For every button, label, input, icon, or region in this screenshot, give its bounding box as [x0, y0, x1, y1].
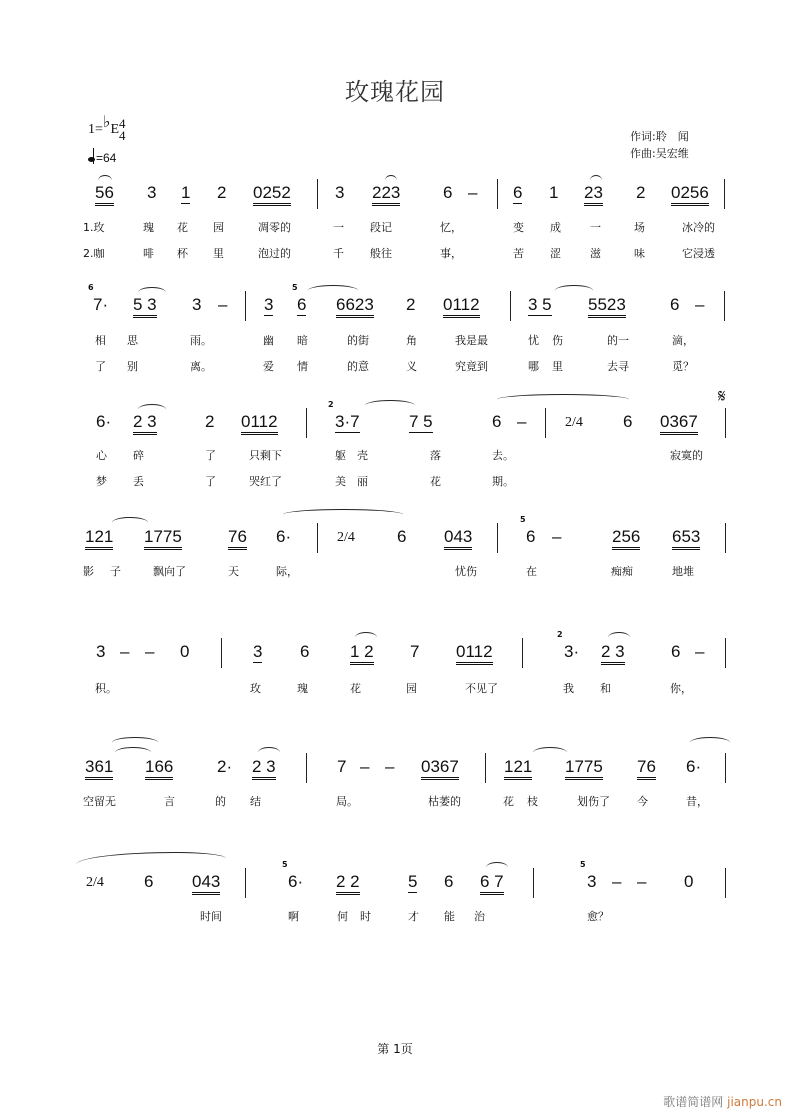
lyric: 不见了: [465, 682, 498, 695]
lyric: 2.咖: [83, 247, 105, 260]
lyric: 丽: [357, 475, 368, 488]
tie-arc: [76, 852, 226, 871]
lyric: 千: [333, 247, 344, 260]
lyric: 伤: [552, 334, 563, 347]
watermark-cn: 歌谱简谱网: [663, 1095, 728, 1109]
note: 0367: [660, 412, 698, 435]
note: 043: [444, 527, 472, 550]
lyric: 和: [600, 682, 611, 695]
lyric: 的一: [607, 334, 629, 347]
barline: [533, 868, 534, 898]
note-stem: [93, 148, 94, 164]
note: 1: [549, 183, 559, 202]
barline: [497, 179, 498, 209]
dash: –: [120, 642, 130, 661]
lyric: 幽: [263, 334, 274, 347]
lyric: 情: [297, 360, 308, 373]
note: 5523: [588, 295, 626, 318]
note: 76: [228, 527, 247, 550]
note: 2 2: [336, 872, 360, 895]
note: 6: [300, 642, 310, 661]
tie-arc: [283, 509, 403, 520]
lyric: 滴，: [672, 334, 694, 347]
lyric: 去寻: [607, 360, 629, 373]
credits: [630, 128, 689, 162]
lyric: 里: [213, 247, 224, 260]
note: 653: [672, 527, 700, 550]
grace-note: 5: [580, 860, 586, 869]
lyric: 的意: [347, 360, 369, 373]
lyric: 凋零的: [258, 221, 291, 234]
watermark: [663, 1093, 782, 1110]
flat-icon: ♭: [102, 114, 111, 132]
lyric: 味: [634, 247, 645, 260]
grace-note: 6: [88, 283, 94, 292]
lyric: 园: [406, 682, 417, 695]
note: 256: [612, 527, 640, 550]
lyric: 寂寞的: [670, 449, 703, 462]
lyric: 园: [213, 221, 224, 234]
lyric: 涩: [550, 247, 561, 260]
barline: [306, 753, 307, 783]
barline: [725, 753, 726, 783]
lyric: 瑰: [143, 221, 154, 234]
dash: –: [695, 642, 705, 661]
note: 6: [397, 527, 407, 546]
lyric: 滋: [590, 247, 601, 260]
grace-note: 5: [282, 860, 288, 869]
lyric: 际，: [276, 565, 298, 578]
lyric: 今: [637, 795, 648, 808]
slur-arc: [112, 517, 148, 528]
time-top: 4: [119, 116, 126, 131]
lyric: 期。: [492, 475, 514, 488]
note: 1775: [144, 527, 182, 550]
note: 0112: [241, 412, 278, 435]
note: 7: [337, 757, 347, 776]
lyric: 丢: [133, 475, 144, 488]
note: 0256: [671, 183, 709, 206]
lyric: 泡过的: [258, 247, 291, 260]
lyric: 天: [228, 565, 239, 578]
note: 3: [147, 183, 157, 202]
lyric: 了: [205, 449, 216, 462]
lyric: 美: [335, 475, 346, 488]
note: 6·: [276, 527, 292, 546]
segno-icon: 𝄋: [718, 386, 726, 407]
lyric: 心: [96, 449, 107, 462]
barline: [725, 408, 726, 438]
note: 1 2: [350, 642, 374, 665]
lyric: 它浸透: [682, 247, 715, 260]
lyric: 思: [127, 334, 138, 347]
lyric: 苦: [513, 247, 524, 260]
lyric: 碎: [133, 449, 144, 462]
lyric: 了: [205, 475, 216, 488]
barline: [725, 638, 726, 668]
note: 76: [637, 757, 656, 780]
note: 1775: [565, 757, 603, 780]
note: 2: [406, 295, 416, 314]
lyric: 义: [406, 360, 417, 373]
lyric: 瑰: [297, 682, 308, 695]
lyric: 场: [634, 221, 645, 234]
lyric: 言: [164, 795, 175, 808]
rest: 0: [684, 872, 694, 891]
note: 0252: [253, 183, 291, 206]
note: 3 5: [528, 295, 552, 314]
lyric: 我是最: [455, 334, 488, 347]
lyric: 壳: [357, 449, 368, 462]
lyric: 相: [95, 334, 106, 347]
lyric: 能: [444, 910, 455, 923]
lyric: 你，: [670, 682, 692, 695]
lyric: 花: [430, 475, 441, 488]
lyric: 角: [406, 334, 417, 347]
barline: [245, 868, 246, 898]
key-note: E: [110, 122, 120, 138]
note: 166: [145, 757, 173, 780]
note: 6·: [686, 757, 702, 776]
lyric: 雨。: [190, 334, 212, 347]
lyric: 躯: [335, 449, 346, 462]
note: 0112: [443, 295, 480, 318]
grace-note: 5: [292, 283, 298, 292]
note: 6: [492, 412, 502, 431]
dash: –: [360, 757, 370, 776]
note: 2: [205, 412, 215, 431]
note: 361: [85, 757, 113, 780]
lyric: 般往: [370, 247, 392, 260]
lyric: 忆，: [440, 221, 462, 234]
time-change: 2/4: [337, 530, 355, 545]
lyric: 哭红了: [249, 475, 282, 488]
composer: 作曲:吴宏维: [630, 147, 689, 160]
barline: [724, 291, 725, 321]
note: 121: [85, 527, 113, 550]
note: 6: [623, 412, 633, 431]
lyric: 时间: [200, 910, 222, 923]
dash: –: [517, 412, 527, 431]
rest: 0: [180, 642, 190, 661]
time-change: 2/4: [565, 415, 583, 430]
lyric: 别: [127, 360, 138, 373]
dash: –: [218, 295, 228, 314]
lyric: 玫: [250, 682, 261, 695]
slur-arc: [533, 747, 567, 758]
page-number: 第 1页: [377, 1042, 413, 1056]
note: 5 3: [133, 295, 157, 318]
note: 2 3: [601, 642, 625, 665]
note: 2: [217, 183, 227, 202]
lyric: 了: [95, 360, 106, 373]
note: 6 7: [480, 872, 504, 895]
lyric: 只剩下: [249, 449, 282, 462]
note: 121: [504, 757, 532, 780]
barline: [724, 179, 725, 209]
time-change: 2/4: [86, 875, 104, 890]
lyric: 梦: [96, 475, 107, 488]
lyric: 哪: [528, 360, 539, 373]
lyric: 地堆: [672, 565, 694, 578]
note: 3: [335, 183, 345, 202]
lyric: 离。: [190, 360, 212, 373]
note: 3: [253, 642, 263, 661]
lyric: 才: [408, 910, 419, 923]
note: 6: [297, 295, 307, 314]
barline: [317, 179, 318, 209]
note: 5: [408, 872, 418, 891]
note: 1: [181, 183, 191, 202]
lyric: 何: [337, 910, 348, 923]
lyric: 治: [474, 910, 485, 923]
note: 3: [587, 872, 597, 891]
key-signature: [88, 114, 126, 143]
dash: –: [612, 872, 622, 891]
barline: [317, 523, 318, 553]
lyric: 暗: [297, 334, 308, 347]
note: 23: [584, 183, 603, 206]
note: 6: [526, 527, 536, 546]
lyric: 里: [552, 360, 563, 373]
lyric: 在: [526, 565, 537, 578]
lyric: 1.玫: [83, 221, 105, 234]
note: 7 5: [409, 412, 433, 431]
lyric: 忧伤: [455, 565, 477, 578]
time-signature: [119, 118, 126, 142]
song-title: 玫瑰花园: [345, 78, 445, 106]
note: 3: [96, 642, 106, 661]
dash: –: [637, 872, 647, 891]
lyric: 时: [360, 910, 371, 923]
key-prefix: 1=: [88, 122, 103, 138]
barline: [485, 753, 486, 783]
note: 6: [513, 183, 523, 202]
barline: [245, 291, 246, 321]
lyric: 觅？: [672, 360, 694, 373]
barline: [306, 408, 307, 438]
tempo-marking: [88, 146, 116, 165]
lyric: 的街: [347, 334, 369, 347]
note: 6623: [336, 295, 374, 318]
barline: [510, 291, 511, 321]
dash: –: [145, 642, 155, 661]
lyric: 段记: [370, 221, 392, 234]
lyric: 子: [110, 565, 121, 578]
lyric: 落: [430, 449, 441, 462]
note: 7·: [93, 295, 109, 314]
lyric: 的: [215, 795, 226, 808]
barline: [221, 638, 222, 668]
tie-arc: [690, 737, 730, 748]
lyric: 一: [333, 221, 344, 234]
lyric: 变: [513, 221, 524, 234]
note: 3·: [564, 642, 580, 661]
lyric: 枯萎的: [428, 795, 461, 808]
dash: –: [695, 295, 705, 314]
barline: [725, 523, 726, 553]
barline: [497, 523, 498, 553]
grace-note: 2: [557, 630, 563, 639]
lyric: 积。: [95, 682, 117, 695]
dash: –: [552, 527, 562, 546]
grace-note: 2: [328, 400, 334, 409]
barline: [545, 408, 546, 438]
time-bottom: 4: [119, 128, 126, 143]
tempo-value: =64: [96, 151, 117, 165]
lyric: 痴痴: [611, 565, 633, 578]
lyric: 爱: [263, 360, 274, 373]
lyric: 去。: [492, 449, 514, 462]
note: 2·: [217, 757, 233, 776]
note: 043: [192, 872, 220, 895]
lyric: 究竟到: [455, 360, 488, 373]
lyric: 啡: [143, 247, 154, 260]
note: 3: [192, 295, 202, 314]
dash: –: [385, 757, 395, 776]
note: 7: [410, 642, 420, 661]
lyric: 花: [350, 682, 361, 695]
note: 2 3: [133, 412, 157, 435]
lyric: 飘向了: [153, 565, 186, 578]
note: 2 3: [252, 757, 276, 780]
note: 56: [95, 183, 114, 206]
lyric: 花: [503, 795, 514, 808]
note: 6: [443, 183, 453, 202]
tie-arc: [497, 394, 629, 405]
grace-note: 5: [520, 515, 526, 524]
lyric: 冰冷的: [682, 221, 715, 234]
note: 223: [372, 183, 400, 206]
note: 3: [264, 295, 274, 314]
note: 2: [636, 183, 646, 202]
dash: –: [468, 183, 478, 202]
note: 0367: [421, 757, 459, 780]
watermark-en: jianpu.cn: [727, 1095, 782, 1109]
slur-arc: [365, 400, 415, 411]
lyric: 花: [177, 221, 188, 234]
lyric: 空留无: [83, 795, 116, 808]
lyric: 结: [250, 795, 261, 808]
lyric: 昔，: [686, 795, 708, 808]
note: 3·7: [335, 412, 360, 431]
lyric: 成: [550, 221, 561, 234]
lyric: 愈？: [587, 910, 609, 923]
note: 6: [444, 872, 454, 891]
note: 0112: [456, 642, 493, 665]
note: 6·: [288, 872, 304, 891]
lyric: 忧: [528, 334, 539, 347]
lyric: 枝: [527, 795, 538, 808]
barline: [725, 868, 726, 898]
lyricist: 作词:聆 闻: [630, 130, 689, 143]
lyric: 杯: [177, 247, 188, 260]
lyric: 划伤了: [577, 795, 610, 808]
lyric: 一: [590, 221, 601, 234]
note: 6: [670, 295, 680, 314]
lyric: 我: [563, 682, 574, 695]
lyric: 啊: [288, 910, 299, 923]
note: 6: [671, 642, 681, 661]
lyric: 局。: [336, 795, 358, 808]
lyric: 影: [83, 565, 94, 578]
note: 6: [144, 872, 154, 891]
barline: [522, 638, 523, 668]
lyric: 事，: [440, 247, 462, 260]
note: 6·: [96, 412, 112, 431]
